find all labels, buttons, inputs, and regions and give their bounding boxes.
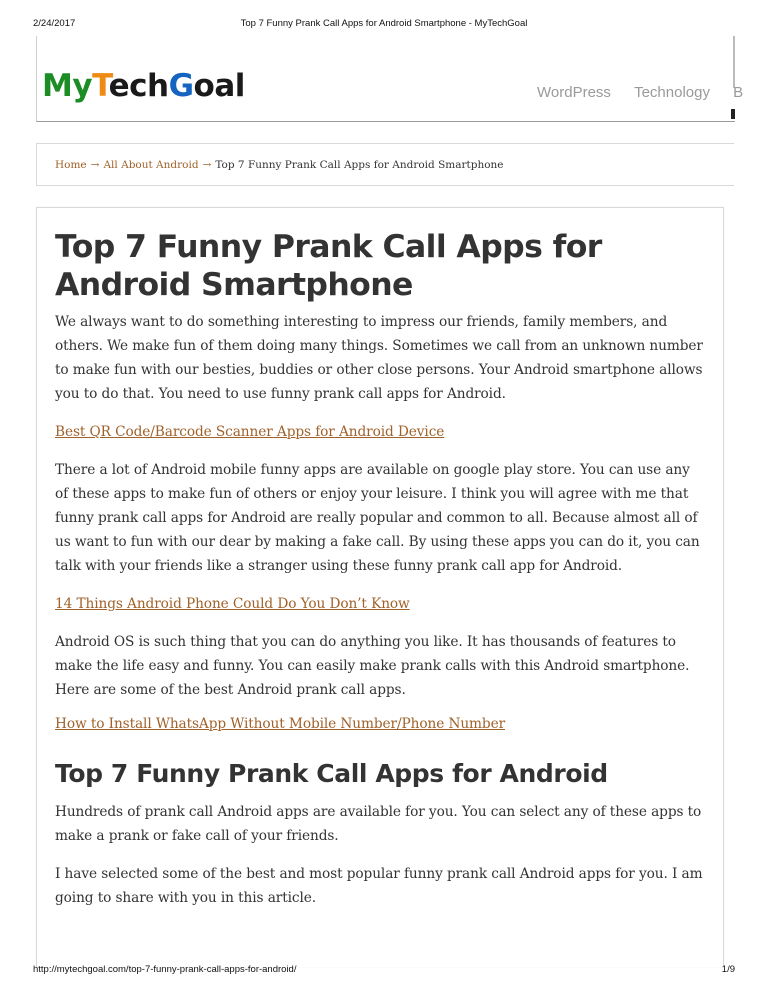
article-paragraph: We always want to do something interesting to impress our friends, family members, and others. We make fun of them doing many things. Sometimes we call from an unknown number to make fun with our besties, buddies or other close persons. Your Android smartphone allows you to do that. You need to use funny prank call apps for Android.	[55, 314, 703, 402]
related-link-qr-scanner[interactable]: Best QR Code/Barcode Scanner Apps for Android Device	[55, 424, 445, 440]
section-heading: Top 7 Funny Prank Call Apps for Android	[55, 759, 608, 788]
print-header	[0, 0, 768, 30]
breadcrumb-home[interactable]: Home	[55, 159, 87, 171]
nav-item-truncated[interactable]: B	[733, 84, 744, 101]
breadcrumb	[36, 143, 734, 186]
menu-edge-marker	[731, 109, 735, 119]
related-link-whatsapp[interactable]: How to Install WhatsApp Without Mobile Number/Phone Number	[55, 716, 506, 732]
print-date: 2/24/2017	[33, 18, 76, 29]
logo-part-ech: ech	[108, 68, 169, 104]
article-paragraph: There a lot of Android mobile funny apps are available on google play store. You can use any of these apps to make fun of others or enjoy your leisure. I think you will agree with me that funny prank call apps for Android are really popular and common to all. Because almost all of us want to fun with our dear by making a fake call. By using these apps you can do it, you can talk with your friends like a stranger using these funny prank call app for Android.	[55, 462, 700, 574]
print-url: http://mytechgoal.com/top-7-funny-prank-call-apps-for-android/	[33, 964, 297, 975]
logo-part-g: G	[168, 68, 194, 104]
site-header	[36, 36, 744, 122]
nav-item-wordpress[interactable]: WordPress	[537, 84, 611, 101]
main-nav	[537, 84, 744, 104]
print-title: Top 7 Funny Prank Call Apps for Android Smartphone - MyTechGoal	[240, 18, 528, 29]
logo-part-t: T	[92, 68, 109, 104]
print-footer	[0, 958, 768, 978]
print-page-number: 1/9	[721, 964, 735, 975]
article-title: Top 7 Funny Prank Call Apps for Android Smartphone	[55, 229, 602, 303]
article-body	[55, 228, 705, 910]
related-link-android-things[interactable]: 14 Things Android Phone Could Do You Don’t Know	[55, 596, 410, 612]
logo-part-my: My	[42, 68, 93, 104]
header-divider	[733, 36, 735, 88]
article-paragraph: Android OS is such thing that you can do anything you like. It has thousands of features to make the life easy and funny. You can easily make prank calls with this Android smartphone. Here are some of the best Android prank call apps.	[55, 634, 690, 698]
nav-item-technology[interactable]: Technology	[634, 84, 710, 101]
site-logo[interactable]	[42, 66, 245, 106]
breadcrumb-category[interactable]: All About Android	[103, 159, 199, 171]
breadcrumb-current: Top 7 Funny Prank Call Apps for Android Smartphone	[215, 159, 504, 171]
logo-part-oal: oal	[193, 68, 245, 104]
breadcrumb-separator: →	[90, 159, 100, 171]
article-paragraph: I have selected some of the best and most popular funny prank call Android apps for you. I am going to share with you in this article.	[55, 866, 703, 906]
breadcrumb-separator: →	[202, 159, 212, 171]
article-paragraph: Hundreds of prank call Android apps are available for you. You can select any of these apps to make a prank or fake call of your friends.	[55, 804, 702, 844]
